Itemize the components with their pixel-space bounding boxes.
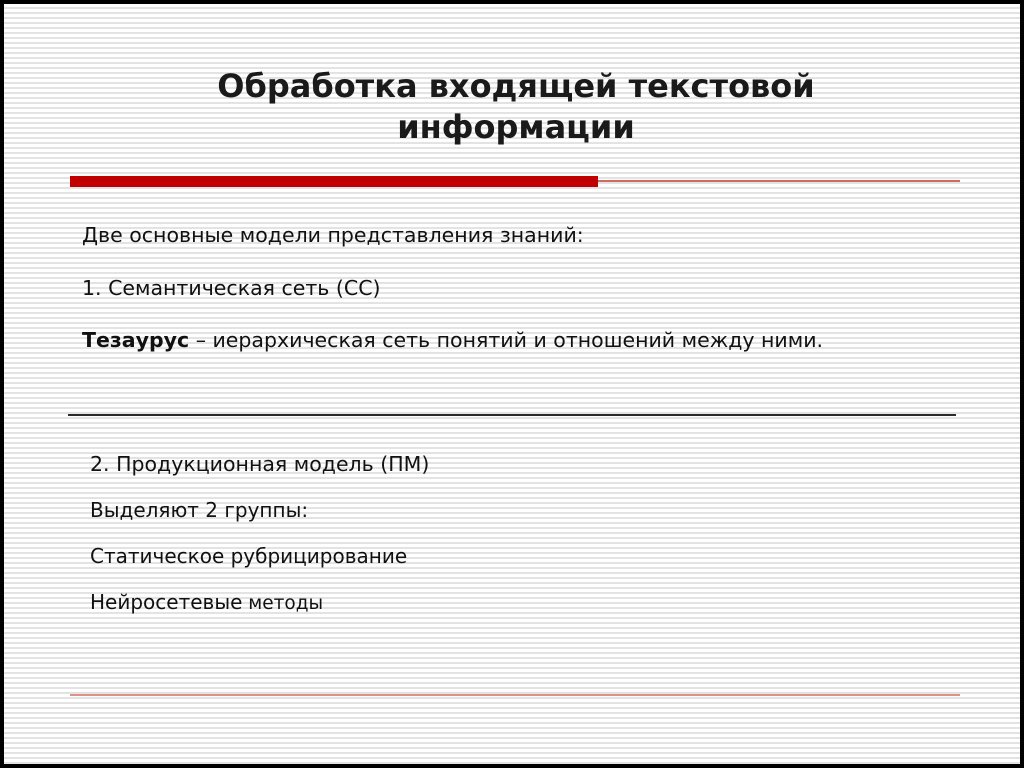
page-title (68, 66, 964, 148)
intro-text: Две основные модели представления знаний: (82, 223, 584, 247)
sub-intro-text: Выделяют 2 группы: (90, 498, 309, 522)
list-item-thesaurus (82, 327, 934, 354)
list-item-production-model: 2. Продукционная модель (ПМ) (90, 452, 430, 476)
sub-item-static-rubrication: Статическое рубрицирование (90, 544, 408, 568)
title-underline (70, 176, 960, 186)
footer-rule (70, 694, 960, 696)
thesaurus-term: Тезаурус (82, 327, 190, 352)
title-line-2: информации (397, 107, 635, 146)
title-line-1: Обработка входящей текстовой (217, 67, 815, 105)
neural-term: Нейросетевые (90, 590, 243, 614)
content-upper (82, 222, 962, 354)
list-item-semantic-network: 1. Семантическая сеть (СС) (82, 276, 381, 301)
title-underline-thick (70, 176, 598, 187)
neural-rest: методы (242, 593, 324, 614)
thesaurus-definition: – иерархическая сеть понятий и отношений между ними. (189, 327, 824, 352)
content-lower (90, 452, 970, 636)
section-divider (68, 414, 956, 416)
sub-item-neural-methods (90, 590, 970, 614)
